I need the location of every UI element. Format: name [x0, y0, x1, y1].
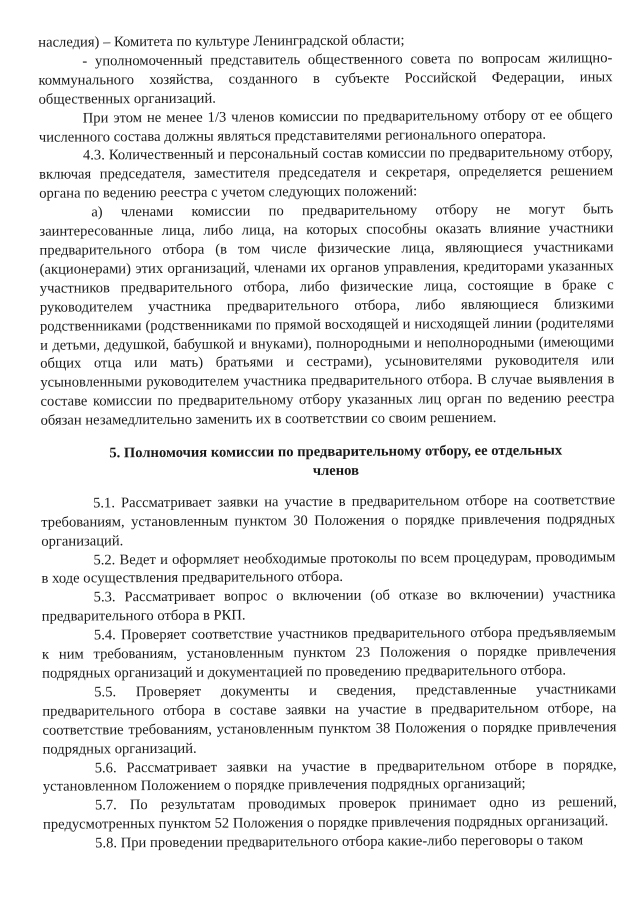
- item-5-2: 5.2. Ведет и оформляет необходимые протоколы по всем процедурам, проводимым в ходе осуществления предварительного отбора.: [41, 548, 616, 588]
- item-5-5: 5.5. Проверяет документы и сведения, представленные участниками предварительного отбора в составе заявки на участие в предварительном отборе, на соответствие требованиям, установленным пунктом 38 Положения о порядке привлечения подрядных организаций.: [42, 681, 617, 758]
- item-5-8: 5.8. При проведении предварительного отбора какие-либо переговоры о таком: [95, 832, 584, 852]
- item-5-6: 5.6. Рассматривает заявки на участие в предварительном отборе в порядке, установленном Положением о порядке привлечения подрядных организаций;: [42, 756, 617, 796]
- item-5-3: 5.3. Рассматривает вопрос о включении (об отказе во включении) участника предварительного отбора в РКП.: [41, 586, 616, 625]
- paragraph-4-3: 4.3. Количественный и персональный состав комиссии по предварительному отбору, включая председателя, заместителя председателя и секретаря, определяется решением органа по ведению реестра с учетом следующих положений:: [39, 144, 614, 202]
- item-5-4: 5.4. Проверяет соответствие участников предварительного отбора предъявляемым к ним требованиям, установленным пунктом 23 Положения о порядке привлечения подрядных организаций и документацией по проведению предварительного отбора.: [41, 624, 617, 682]
- item-5-1: 5.1. Рассматривает заявки на участие в предварительном отборе на соответствие требованиям, установленным пунктом 30 Положения о порядке привлечения подрядных организаций.: [41, 492, 616, 550]
- item-5-7: 5.7. По результатам проводимых проверок принимает одно из решений, предусмотренных пунктом 52 Положения о порядке привлечения подрядных организаций.: [42, 794, 617, 833]
- paragraph-public-council: - уполномоченный представитель общественного совета по вопросам жилищно-коммунального хозяйства, созданного в субъекте Российской Федерации, иных общественных организаций.: [38, 50, 613, 108]
- paragraph-4-3-a: а) членами комиссии по предварительному отбору не могут быть заинтересованные лица, либо лица, на которых способны оказать влияние участники предварительного отбора (в том числе физические лица, являющиеся участниками (акционерами) этих организаций, членами их органов управления, кредиторами указанных участников предварительного отбора, либо физические лица, состоящие в браке с руководителем участника предварительного отбора, либо являющиеся близкими родственниками (родственниками по прямой восходящей и нисходящей линии (родителями и детьми, дедушкой, бабушкой и внуками), полнородными и неполнородными (имеющими общих отца или мать) братьями и сестрами), усыновителями руководителя или усыновленными руководителем участника предварительного отбора. В случае выявления в составе комиссии по предварительному отбору указанных лиц орган по ведению реестра обязан незамедлительно заменить их в соответствии со своим решением.: [39, 201, 615, 429]
- section-5-heading: 5. Полномочия комиссии по предварительному отбору, ее отдельных членов: [109, 442, 563, 479]
- paragraph-one-third-rule: При этом не менее 1/3 членов комиссии по предварительному отбору от ее общего численного состава должны являться представителями регионального оператора.: [38, 106, 613, 146]
- paragraph-heritage-committee: наследия) – Комитета по культуре Ленинградской области;: [38, 32, 405, 51]
